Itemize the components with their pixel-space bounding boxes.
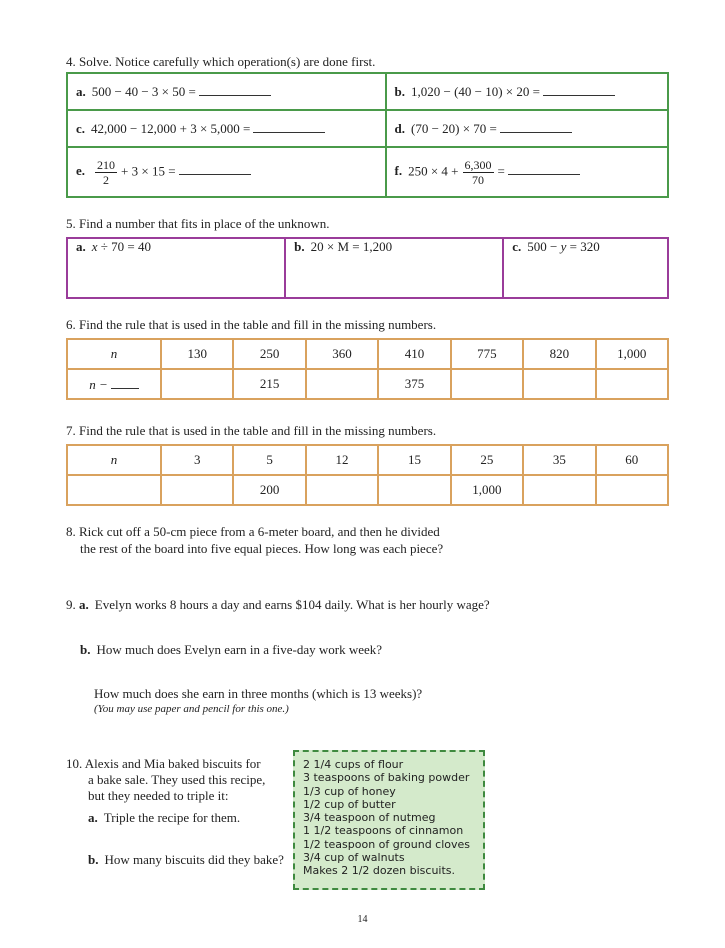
- q5b-label: b.: [294, 239, 305, 254]
- q4c-answer-blank[interactable]: [253, 120, 325, 133]
- recipe-item: 3/4 teaspoon of nutmeg: [303, 811, 436, 825]
- recipe-item: 3 teaspoons of baking powder: [303, 771, 470, 785]
- q4a-expression: 500 − 40 − 3 × 50 =: [91, 84, 196, 99]
- q4e-numerator: 210: [97, 157, 116, 172]
- recipe-item: 2 1/4 cups of flour: [303, 758, 404, 771]
- q4e-fraction: [95, 158, 117, 187]
- q9a-label: a.: [79, 597, 89, 612]
- q7-row-n: [67, 445, 668, 475]
- q8-text-line2: the rest of the board into five equal pieces. How long was each piece?: [80, 541, 444, 556]
- q9b-line: [80, 642, 382, 658]
- q5c-expression-pre: 500 −: [527, 239, 561, 254]
- q4b-answer-blank[interactable]: [543, 83, 615, 96]
- q5b-expression: 20 × M = 1,200: [310, 239, 393, 254]
- q4f-numerator: 6,300: [464, 157, 492, 172]
- q10a-text: Triple the recipe for them.: [103, 810, 241, 825]
- q6-answer-cell[interactable]: [161, 369, 233, 399]
- q4e-label: e.: [76, 162, 86, 178]
- q5a-expression: ÷ 70 = 40: [97, 239, 151, 254]
- page-number: 14: [357, 914, 368, 925]
- q4c-expression: 42,000 − 12,000 + 3 × 5,000 =: [91, 121, 251, 136]
- q6-value-cell: 820: [523, 339, 595, 369]
- q5c-label: c.: [512, 239, 522, 254]
- q7-value-cell: 35: [523, 445, 595, 475]
- q5-title: 5. Find a number that fits in place of the unknown.: [66, 216, 330, 231]
- q5c-variable: y: [560, 239, 567, 254]
- q9c-note: (You may use paper and pencil for this one.): [94, 703, 289, 715]
- q5-table: [66, 237, 669, 299]
- q9b-label: b.: [80, 642, 91, 657]
- q7-answer-cell[interactable]: [596, 475, 668, 505]
- q4e-answer-blank[interactable]: [179, 162, 251, 175]
- q7-rule-label-cell[interactable]: [67, 475, 161, 505]
- q4-table: [66, 72, 669, 198]
- q6-answer-cell[interactable]: [306, 369, 378, 399]
- q4c-label: c.: [76, 121, 86, 136]
- q6-answer-cell[interactable]: [596, 369, 668, 399]
- q9c-text: How much does she earn in three months (which is 13 weeks)?: [94, 686, 423, 701]
- q4b-label: b.: [394, 84, 405, 99]
- q6-title: 6. Find the rule that is used in the table and fill in the missing numbers.: [66, 317, 437, 332]
- q5c-expression-post: = 320: [566, 239, 600, 254]
- q6-rule-label-cell: [67, 369, 161, 399]
- q6-answer-cell[interactable]: [523, 369, 595, 399]
- q7-value-cell: 12: [306, 445, 378, 475]
- q7-title: 7. Find the rule that is used in the table and fill in the missing numbers.: [66, 423, 437, 438]
- q4f-expression-pre: 250 × 4 +: [408, 162, 459, 178]
- q4a-answer-blank[interactable]: [199, 83, 271, 96]
- q4f-answer-blank[interactable]: [508, 162, 580, 175]
- q7-header-n: n: [67, 445, 161, 475]
- q6-rule-blank[interactable]: [111, 376, 139, 389]
- q7-answer-cell: 1,000: [451, 475, 523, 505]
- q4f-label: f.: [394, 162, 403, 178]
- q8-text-line1: 8. Rick cut off a 50-cm piece from a 6-meter board, and then he divided: [66, 524, 440, 539]
- q6-table: [66, 338, 669, 400]
- q6-value-cell: 775: [451, 339, 523, 369]
- q6-answer-cell[interactable]: [451, 369, 523, 399]
- q9-number: 9.: [66, 597, 76, 612]
- q6-value-cell: 360: [306, 339, 378, 369]
- q6-answer-cell: 215: [233, 369, 305, 399]
- q4a-cell: [67, 73, 386, 110]
- recipe-item: 1/2 cup of butter: [303, 797, 396, 811]
- q4c-cell: [67, 110, 386, 147]
- q10b-label: b.: [88, 852, 99, 867]
- q9b-text: How much does Evelyn earn in a five-day work week?: [96, 642, 383, 657]
- q5a-label: a.: [76, 239, 86, 254]
- q7-value-cell: 15: [378, 445, 450, 475]
- recipe-item: 1 1/2 teaspoons of cinnamon: [303, 824, 464, 838]
- q6-header-n: n: [67, 339, 161, 369]
- q10b-line: [88, 852, 284, 868]
- q7-row-rule: [67, 475, 668, 505]
- q6-answer-cell: 375: [378, 369, 450, 399]
- q4b-cell: [386, 73, 669, 110]
- q6-value-cell: 1,000: [596, 339, 668, 369]
- q7-answer-cell[interactable]: [306, 475, 378, 505]
- recipe-item: 1/2 teaspoon of ground cloves: [303, 837, 471, 851]
- q5a-variable: x: [91, 239, 98, 254]
- q7-table: [66, 444, 669, 506]
- q10-text-line3: but they needed to triple it:: [88, 788, 229, 803]
- q4e-denominator: 2: [103, 172, 110, 187]
- q10a-line: [88, 810, 240, 826]
- q7-value-cell: 3: [161, 445, 233, 475]
- q10-text-line2: a bake sale. They used this recipe,: [88, 772, 266, 787]
- recipe-item: 3/4 cup of walnuts: [303, 851, 405, 865]
- q4-title: 4. Solve. Notice carefully which operation(s) are done first.: [66, 54, 376, 69]
- q6-row-rule: [67, 369, 668, 399]
- q4d-cell: [386, 110, 669, 147]
- q4e-expression-rest: + 3 × 15 =: [121, 162, 176, 178]
- q7-answer-cell[interactable]: [161, 475, 233, 505]
- q7-value-cell: 5: [233, 445, 305, 475]
- recipe-item: 1/3 cup of honey: [303, 784, 396, 798]
- q7-answer-cell[interactable]: [523, 475, 595, 505]
- q6-rule-label: n −: [89, 376, 108, 392]
- q4d-answer-blank[interactable]: [500, 120, 572, 133]
- q6-value-cell: 250: [233, 339, 305, 369]
- q5c-cell[interactable]: [503, 238, 668, 298]
- q4f-expression-rest: =: [497, 162, 505, 178]
- q10a-label: a.: [88, 810, 98, 825]
- q7-answer-cell: 200: [233, 475, 305, 505]
- q7-value-cell: 60: [596, 445, 668, 475]
- q7-value-cell: 25: [451, 445, 523, 475]
- q4f-denominator: 70: [472, 172, 485, 187]
- q5b-cell[interactable]: [285, 238, 503, 298]
- q4e-cell: [67, 147, 386, 197]
- q6-value-cell: 130: [161, 339, 233, 369]
- q6-row-n: [67, 339, 668, 369]
- q9a-text: Evelyn works 8 hours a day and earns $104 daily. What is her hourly wage?: [94, 597, 490, 612]
- q4d-expression: (70 − 20) × 70 =: [410, 121, 497, 136]
- q9a-line: [66, 597, 490, 613]
- q5a-cell[interactable]: [67, 238, 285, 298]
- q4b-expression: 1,020 − (40 − 10) × 20 =: [410, 84, 540, 99]
- q7-answer-cell[interactable]: [378, 475, 450, 505]
- q10b-text: How many biscuits did they bake?: [104, 852, 284, 867]
- q10-text-line1: 10. Alexis and Mia baked biscuits for: [66, 756, 261, 771]
- q4f-cell: [386, 147, 669, 197]
- q4d-label: d.: [394, 121, 405, 136]
- q6-value-cell: 410: [378, 339, 450, 369]
- recipe-card: [293, 750, 485, 890]
- q4f-fraction: [463, 158, 494, 187]
- recipe-yield: Makes 2 1/2 dozen biscuits.: [303, 864, 456, 878]
- q4a-label: a.: [76, 84, 86, 99]
